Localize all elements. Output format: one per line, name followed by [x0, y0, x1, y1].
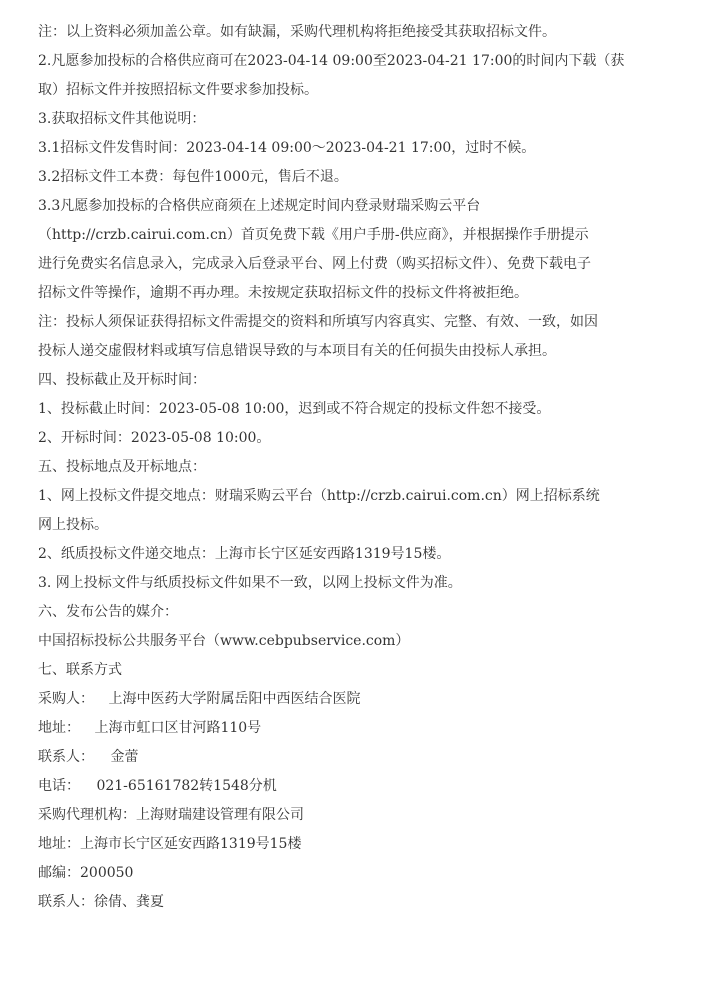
- notice-line-platform-login: 3.3凡愿参加投标的合格供应商须在上述规定时间内登录财瑞采购云平台: [38, 198, 481, 214]
- agency-address-label: 地址：: [38, 836, 80, 852]
- agency-label: 采购代理机构：: [38, 807, 136, 823]
- notice-line-precedence-rule: 3. 网上投标文件与纸质投标文件如果不一致，以网上投标文件为准。: [38, 575, 462, 591]
- notice-line-authenticity-note: 注：投标人须保证获得招标文件需提交的资料和所填写内容真实、完整、有效、一致，如因: [38, 314, 598, 330]
- section-heading-media: 六、发布公告的媒介：: [38, 604, 178, 620]
- purchaser-contact-label: 联系人：: [38, 749, 94, 765]
- notice-line-platform-url: （http://crzb.cairui.com.cn）首页免费下载《用户手册-供应商》，并根据操作手册提示: [38, 227, 589, 243]
- notice-line-rejection-rule: 招标文件等操作，逾期不再办理。未按规定获取招标文件的投标文件将被拒绝。: [38, 285, 528, 301]
- contact-row-agency-contact: [38, 888, 670, 917]
- purchaser-address-label: 地址：: [38, 720, 80, 736]
- notice-line-sale-time: 3.1招标文件发售时间：2023-04-14 09:00～2023-04-21 17:00，过时不候。: [38, 140, 536, 156]
- postcode-label: 邮编：: [38, 865, 80, 881]
- agency-contact-label: 联系人：: [38, 894, 94, 910]
- section-heading-deadline: 四、投标截止及开标时间：: [38, 372, 206, 388]
- contact-row-phone: [38, 772, 670, 801]
- notice-line-other-notes-heading: 3.获取招标文件其他说明：: [38, 111, 206, 127]
- contact-row-purchaser: [38, 685, 670, 714]
- section-heading-contacts: 七、联系方式: [38, 662, 122, 678]
- notice-line-opening-time: 2、开标时间：2023-05-08 10:00。: [38, 430, 271, 446]
- notice-line-stamp-requirement: 注：以上资料必须加盖公章。如有缺漏，采购代理机构将拒绝接受其获取招标文件。: [38, 24, 556, 40]
- purchaser-label: 采购人：: [38, 691, 94, 707]
- notice-line-paper-submission: 2、纸质投标文件递交地点：上海市长宁区延安西路1319号15楼。: [38, 546, 451, 562]
- purchaser-contact-name: 金蕾: [110, 749, 139, 765]
- notice-line-document-fee: 3.2招标文件工本费：每包件1000元，售后不退。: [38, 169, 348, 185]
- notice-line-registration-steps: 进行免费实名信息录入，完成录入后登录平台、网上付费（购买招标文件）、免费下载电子: [38, 256, 591, 272]
- procurement-notice-document: [38, 0, 670, 917]
- phone-label: 电话：: [38, 778, 80, 794]
- notice-line-bid-deadline: 1、投标截止时间：2023-05-08 10:00，迟到或不符合规定的投标文件恕不接受。: [38, 401, 551, 417]
- notice-line-online-submission-cont: 网上投标。: [38, 517, 108, 533]
- agency-contact-names: 徐倩、龚夏: [94, 894, 164, 910]
- notice-line-download-window: 2.凡愿参加投标的合格供应商可在2023-04-14 09:00至2023-04-21 17:00的时间内下载（获: [38, 53, 625, 69]
- contact-row-purchaser-contact: [38, 743, 670, 772]
- purchaser-address: 上海市虹口区甘河路110号: [94, 720, 262, 736]
- purchaser-name: 上海中医药大学附属岳阳中西医结合医院: [108, 691, 361, 707]
- notice-line-download-window-cont: 取）招标文件并按照招标文件要求参加投标。: [38, 82, 318, 98]
- notice-line-media-platform: 中国招标投标公共服务平台（www.cebpubservice.com）: [38, 633, 410, 649]
- contact-row-purchaser-address: [38, 714, 670, 743]
- phone-number: 021-65161782转1548分机: [96, 778, 277, 794]
- section-heading-location: 五、投标地点及开标地点：: [38, 459, 206, 475]
- contact-row-agency-address: [38, 830, 670, 859]
- postcode: 200050: [80, 865, 134, 881]
- notice-line-liability: 投标人递交虚假材料或填写信息错误导致的与本项目有关的任何损失由投标人承担。: [38, 343, 556, 359]
- agency-name: 上海财瑞建设管理有限公司: [136, 807, 304, 823]
- agency-address: 上海市长宁区延安西路1319号15楼: [80, 836, 302, 852]
- contact-row-agency: [38, 801, 670, 830]
- contact-row-postcode: [38, 859, 670, 888]
- notice-line-online-submission: 1、网上投标文件提交地点：财瑞采购云平台（http://crzb.cairui.com.cn）网上招标系统: [38, 488, 600, 504]
